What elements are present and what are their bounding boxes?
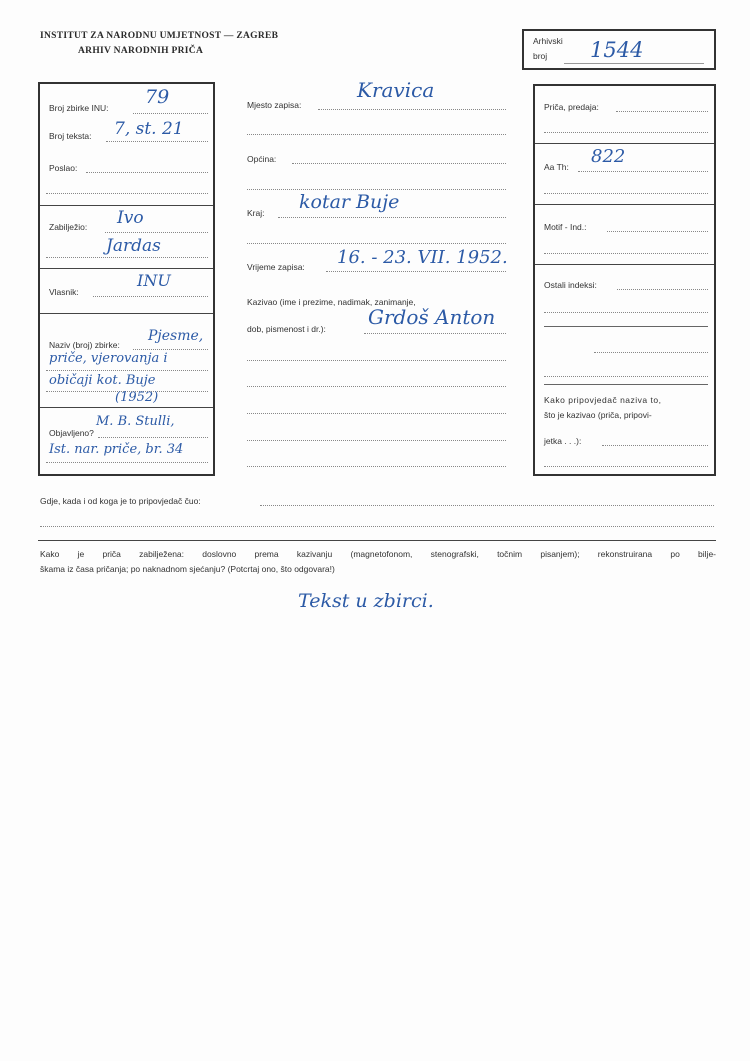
municipality-line (292, 163, 506, 164)
region-line-2 (247, 243, 506, 244)
collection-name-value-4: (1952) (115, 390, 159, 405)
other-indexes-label: Ostali indeksi: (544, 280, 597, 290)
other-indexes-line (617, 289, 708, 290)
motif-line-2 (544, 253, 708, 254)
narrator-value: Grdoš Anton (368, 305, 496, 329)
story-type-line-2 (544, 132, 708, 133)
collection-name-value-1: Pjesme, (148, 328, 204, 344)
collection-number-line (133, 113, 208, 114)
text-number-label: Broj teksta: (49, 131, 92, 141)
owner-value: INU (137, 271, 171, 290)
municipality-line-2 (247, 189, 506, 190)
handwritten-note: Tekst u zbirci. (298, 590, 434, 612)
sent-by-label: Poslao: (49, 163, 78, 173)
other-indexes-line-3 (594, 352, 708, 353)
motif-line (607, 231, 708, 232)
aath-label: Aa Th: (544, 162, 569, 172)
right-divider-3 (535, 264, 714, 265)
region-line (278, 217, 506, 218)
left-divider-2 (40, 268, 213, 269)
narrator-line-6 (247, 466, 506, 467)
other-indexes-line-2 (544, 312, 708, 313)
sent-by-line-2 (46, 193, 208, 194)
right-divider-4 (544, 326, 708, 327)
published-value-2: Ist. nar. priče, br. 34 (49, 442, 184, 457)
aath-line-2 (544, 193, 708, 194)
narrator-line-2 (247, 360, 506, 361)
region-label: Kraj: (247, 208, 265, 218)
collection-name-value-2: priče, vjerovanja i (49, 351, 168, 366)
where-heard-line-2 (40, 526, 714, 527)
place-value: Kravica (357, 78, 435, 102)
right-divider-1 (535, 143, 714, 144)
recorded-by-label: Zabilježio: (49, 222, 88, 232)
right-divider-5 (544, 384, 708, 385)
where-heard-label: Gdje, kada i od koga je to pripovjedač čuo: (40, 496, 201, 506)
narrator-line-5 (247, 440, 506, 441)
institute-title: INSTITUT ZA NARODNU UMJETNOST — ZAGREB (40, 31, 279, 41)
how-named-label-1: Kako pripovjedač naziva to, (544, 395, 662, 405)
aath-line (578, 171, 708, 172)
story-type-line (616, 111, 708, 112)
where-heard-line (260, 505, 714, 506)
archive-number-value: 1544 (590, 38, 644, 62)
recorded-by-value-1: Ivo (117, 208, 144, 228)
how-named-line (602, 445, 708, 446)
published-value-1: M. B. Stulli, (96, 414, 175, 429)
recorded-by-line-2 (46, 257, 208, 258)
published-label: Objavljeno? (49, 428, 94, 438)
region-value: kotar Buje (299, 191, 400, 213)
time-value: 16. - 23. VII. 1952. (337, 247, 508, 268)
time-label: Vrijeme zapisa: (247, 262, 305, 272)
narrator-line (364, 333, 506, 334)
collection-name-line-2 (46, 370, 208, 371)
collection-name-value-3: običaji kot. Buje (49, 373, 156, 388)
aath-value: 822 (591, 146, 626, 167)
archive-title: ARHIV NARODNIH PRIČA (78, 46, 204, 56)
bottom-divider (38, 540, 716, 541)
time-line (326, 271, 506, 272)
how-recorded-line-1: Kako je priča zabilježena: doslovno prema kazivanju (magnetofonom, stenografski, točnim pisanjem); rekonstruirana po bilje- (40, 549, 716, 559)
story-type-label: Priča, predaja: (544, 102, 599, 112)
municipality-label: Općina: (247, 154, 277, 164)
how-recorded-line-2: škama iz časa pričanja; po naknadnom sjećanju? (Potcrtaj ono, što odgovara!) (40, 564, 335, 574)
left-divider-3 (40, 313, 213, 314)
collection-name-label: Naziv (broj) zbirke: (49, 340, 120, 350)
recorded-by-line-1 (105, 232, 208, 233)
place-line (318, 109, 506, 110)
published-line-1 (98, 437, 208, 438)
how-named-line-2 (544, 466, 708, 467)
collection-name-line-1 (133, 349, 208, 350)
owner-line (93, 296, 208, 297)
motif-label: Motif - Ind.: (544, 222, 587, 232)
narrator-label-2: dob, pismenost i dr.): (247, 324, 326, 334)
place-line-2 (247, 134, 506, 135)
published-line-2 (46, 462, 208, 463)
place-label: Mjesto zapisa: (247, 100, 302, 110)
archive-number-label-2: broj (533, 51, 548, 61)
how-named-label-2: što je kazivao (priča, pripovi- (544, 410, 652, 420)
owner-label: Vlasnik: (49, 287, 79, 297)
text-number-line (106, 141, 208, 142)
left-divider-4 (40, 407, 213, 408)
archive-number-line (564, 63, 704, 64)
narrator-line-4 (247, 413, 506, 414)
right-divider-2 (535, 204, 714, 205)
narrator-line-3 (247, 386, 506, 387)
left-divider-1 (40, 205, 213, 206)
archive-number-label-1: Arhivski (533, 36, 563, 46)
collection-number-value: 79 (145, 86, 170, 108)
narrator-label-1: Kazivao (ime i prezime, nadimak, zanimanje, (247, 297, 416, 307)
sent-by-line-1 (86, 172, 208, 173)
other-indexes-line-4 (544, 376, 708, 377)
collection-number-label: Broj zbirke INU: (49, 103, 109, 113)
recorded-by-value-2: Jardas (106, 236, 161, 256)
text-number-value: 7, st. 21 (114, 119, 184, 139)
how-named-label-3: jetka . . .): (544, 436, 582, 446)
